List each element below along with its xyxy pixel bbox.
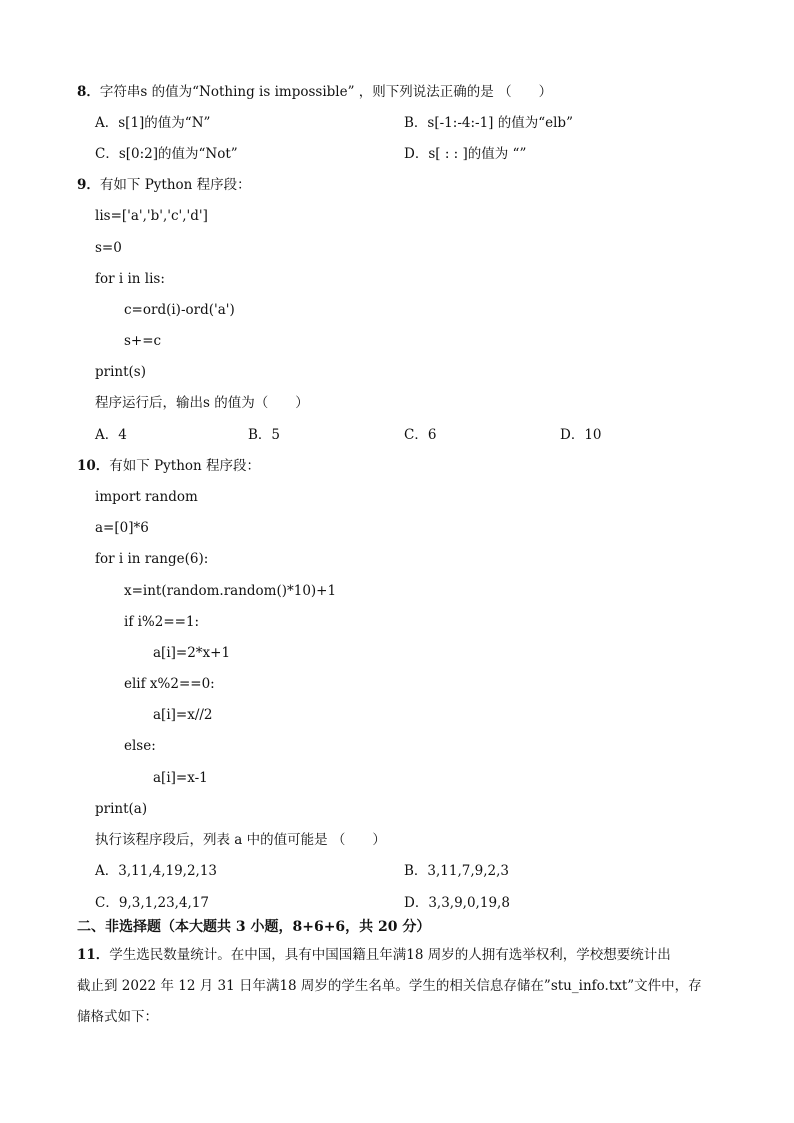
option-b[interactable] xyxy=(248,426,280,444)
code-line: a[i]=x//2 xyxy=(153,707,213,723)
question-number: 8． xyxy=(77,84,100,100)
question-text: 执行该程序段后，列表 a 中的值可能是 （ ） xyxy=(95,832,386,848)
option-text: 3,3,9,0,19,8 xyxy=(428,895,510,911)
option-c[interactable] xyxy=(95,145,238,163)
option-text: s[ : : ]的值为 “” xyxy=(428,146,527,162)
option-c[interactable] xyxy=(404,426,436,444)
code-line: import random xyxy=(95,489,198,505)
option-text: s[1]的值为“N” xyxy=(118,115,211,131)
code-line: print(a) xyxy=(95,801,148,817)
option-a[interactable] xyxy=(95,426,127,444)
option-letter: C． xyxy=(404,427,428,443)
q11-line-3: 储格式如下： xyxy=(77,1009,158,1025)
code-line: elif x%2==0: xyxy=(124,676,215,692)
option-a[interactable] xyxy=(95,114,210,132)
option-text: s[-1:-4:-1] 的值为“elb” xyxy=(427,115,573,131)
question-stem: 有如下 Python 程序段： xyxy=(99,177,251,193)
code-line: x=int(random.random()*10)+1 xyxy=(124,583,337,599)
question-number: 9． xyxy=(77,177,100,193)
option-text: 6 xyxy=(427,427,437,443)
option-letter: C． xyxy=(95,146,119,162)
question-number: 11． xyxy=(77,947,110,963)
code-line: print(s) xyxy=(95,364,146,380)
option-letter: D． xyxy=(560,427,585,443)
code-line: lis=['a','b','c','d'] xyxy=(95,208,208,224)
code-line: else: xyxy=(124,738,156,754)
question-stem: 有如下 Python 程序段： xyxy=(109,458,261,474)
question-text: 学生选民数量统计。在中国，具有中国国籍且年满18 周岁的人拥有选举权利，学校想要统计出 xyxy=(109,947,671,963)
code-line: for i in range(6): xyxy=(95,551,209,567)
q11-line-1 xyxy=(77,946,671,964)
q8-stem-line xyxy=(77,83,552,101)
option-letter: B． xyxy=(404,863,428,879)
q9-stem-line xyxy=(77,176,251,194)
code-line: a[i]=x-1 xyxy=(153,770,208,786)
option-letter: D． xyxy=(404,146,429,162)
option-text: 4 xyxy=(118,427,127,443)
option-letter: C． xyxy=(95,895,119,911)
option-text: 9,3,1,23,4,17 xyxy=(118,895,210,911)
option-text: 10 xyxy=(584,427,602,443)
code-line: s=0 xyxy=(95,240,122,256)
q10-stem-line xyxy=(77,457,260,475)
code-line: for i in lis: xyxy=(95,271,165,287)
option-d[interactable] xyxy=(404,145,526,163)
option-letter: A． xyxy=(95,427,119,443)
q11-line-2: 截止到 2022 年 12 月 31 日年满18 周岁的学生名单。学生的相关信息存储在”stu_info.txt”文件中，存 xyxy=(77,978,702,994)
option-b[interactable] xyxy=(404,862,509,880)
option-d[interactable] xyxy=(404,894,510,912)
option-text: s[0:2]的值为“Not” xyxy=(118,146,238,162)
code-line: if i%2==1: xyxy=(124,614,200,630)
code-line: s+=c xyxy=(124,333,162,349)
option-c[interactable] xyxy=(95,894,209,912)
option-letter: A． xyxy=(95,115,119,131)
section-heading: 二、非选择题（本大题共 3 小题，8+6+6，共 20 分） xyxy=(77,919,431,935)
code-line: a=[0]*6 xyxy=(95,520,149,536)
option-text: 3,11,4,19,2,13 xyxy=(118,863,218,879)
option-letter: B． xyxy=(404,115,428,131)
option-a[interactable] xyxy=(95,862,217,880)
code-line: a[i]=2*x+1 xyxy=(153,645,231,661)
option-d[interactable] xyxy=(560,426,602,444)
question-stem: 字符串s 的值为“Nothing is impossible” ，则下列说法正确的是 （ ） xyxy=(99,84,553,100)
option-b[interactable] xyxy=(404,114,573,132)
question-number: 10． xyxy=(77,458,110,474)
code-line: c=ord(i)-ord('a') xyxy=(124,302,235,318)
question-text: 程序运行后，输出s 的值为（ ） xyxy=(95,395,309,411)
option-letter: D． xyxy=(404,895,429,911)
option-letter: B． xyxy=(248,427,272,443)
option-text: 5 xyxy=(271,427,281,443)
option-text: 3,11,7,9,2,3 xyxy=(427,863,510,879)
option-letter: A． xyxy=(95,863,119,879)
